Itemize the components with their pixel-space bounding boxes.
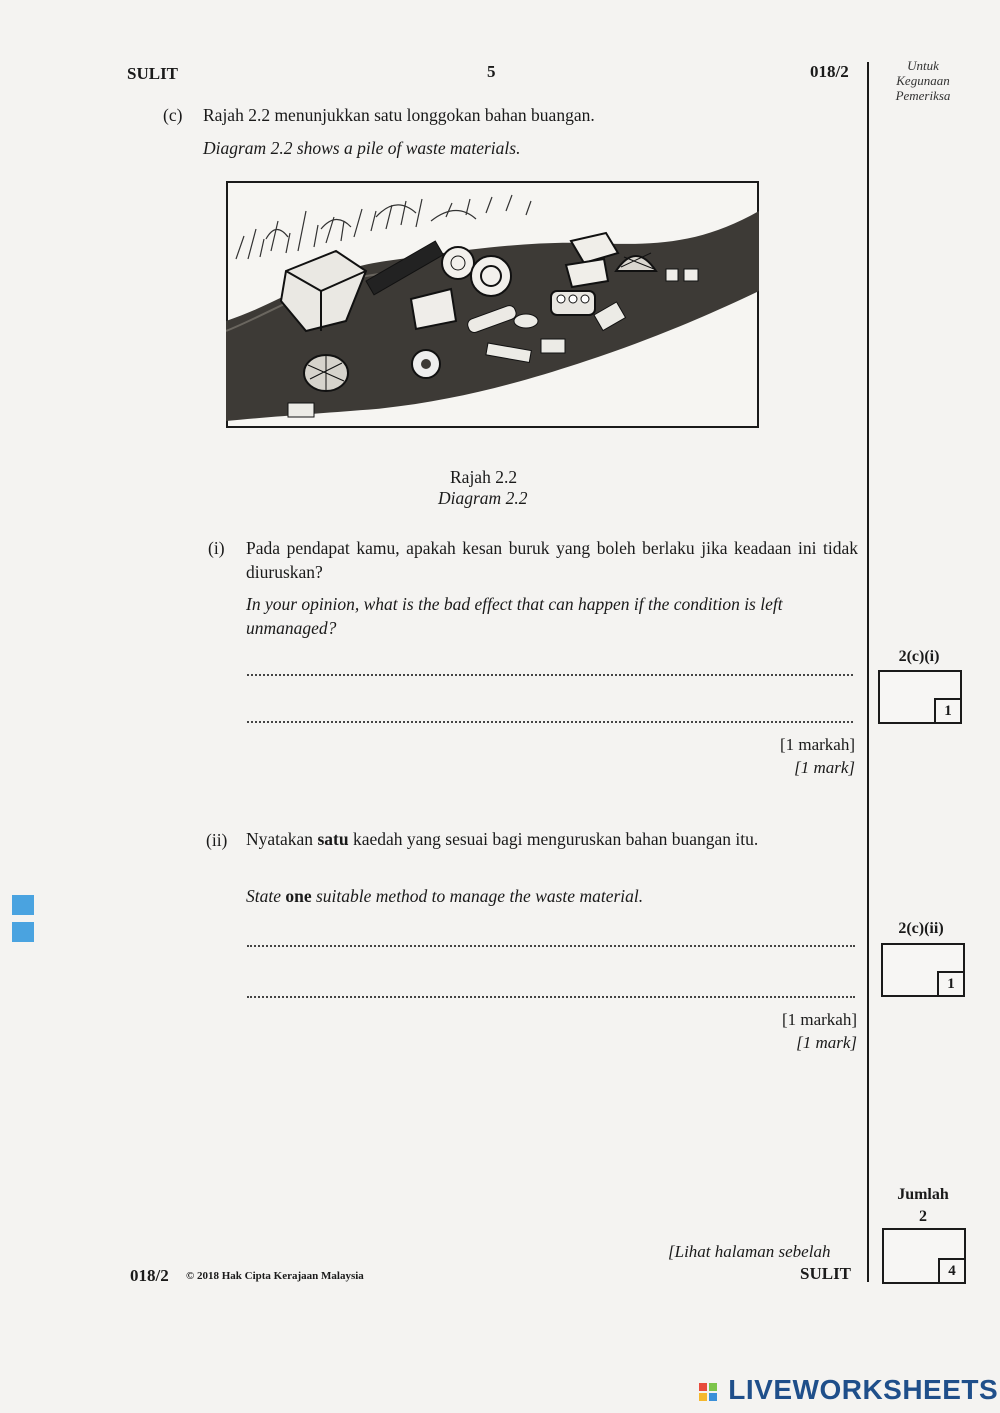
liveworksheets-logo-mark xyxy=(698,1382,720,1402)
side-tab-upper[interactable] xyxy=(12,895,34,915)
diagram-caption-en: Diagram 2.2 xyxy=(438,488,528,508)
part-ii-text-bm-pre: Nyatakan xyxy=(246,829,318,849)
part-i-mark-en: [1 mark] xyxy=(794,758,855,777)
part-ii-text-en-pre: State xyxy=(246,886,286,906)
total-question-number: 2 xyxy=(919,1208,927,1225)
part-i-max-mark: 1 xyxy=(934,698,962,724)
part-ii-text-en-post: suitable method to manage the waste material. xyxy=(311,886,644,906)
part-ii-text-bm-bold: satu xyxy=(317,829,349,849)
page-number: 5 xyxy=(487,62,496,81)
examiner-note-line2: Kegunaan xyxy=(896,73,950,88)
part-ii-mark-bm: [1 markah] xyxy=(781,1010,857,1029)
footer-sulit: SULIT xyxy=(800,1264,852,1283)
part-i-text-en: In your opinion, what is the bad effect that can happen if the condition is left unmanaged? xyxy=(246,594,783,638)
footer-code: 018/2 xyxy=(130,1266,169,1285)
part-i-mark-bm: [1 markah] xyxy=(779,735,855,754)
liveworksheets-logo-text: LIVEWORKSHEETS xyxy=(728,1374,999,1405)
question-c-label: (c) xyxy=(163,105,183,125)
header-sulit: SULIT xyxy=(127,64,179,83)
part-ii-text-bm-post: kaedah yang sesuai bagi menguruskan bahan buangan itu. xyxy=(348,829,759,849)
part-ii-mark-box[interactable] xyxy=(881,943,965,997)
part-ii-text-en-bold: one xyxy=(285,886,312,906)
answer-line-i-1[interactable] xyxy=(247,674,853,676)
total-max-mark: 4 xyxy=(938,1258,966,1284)
question-c-text-en: Diagram 2.2 shows a pile of waste materials. xyxy=(203,138,521,158)
liveworksheets-logo xyxy=(698,1374,998,1406)
answer-line-ii-1[interactable] xyxy=(247,945,855,947)
footer-next-page: [Lihat halaman sebelah xyxy=(668,1242,831,1261)
waste-pile-illustration xyxy=(226,181,759,428)
paper-code: 018/2 xyxy=(810,62,849,81)
part-ii-max-mark: 1 xyxy=(937,971,965,997)
part-ii-mark-en: [1 mark] xyxy=(796,1033,857,1052)
side-tab-lower[interactable] xyxy=(12,922,34,942)
footer-copyright: © 2018 Hak Cipta Kerajaan Malaysia xyxy=(186,1270,364,1282)
total-label: Jumlah xyxy=(897,1186,949,1203)
part-ii-text-en xyxy=(246,884,858,908)
part-i-text-bm: Pada pendapat kamu, apakah kesan buruk yang boleh berlaku jika keadaan ini tidak diuruskan? xyxy=(246,538,858,582)
part-i-label: (i) xyxy=(208,538,225,558)
examiner-note xyxy=(882,58,964,103)
part-ii-box-label: 2(c)(ii) xyxy=(898,920,944,937)
margin-rule xyxy=(867,62,869,1282)
part-ii-label: (ii) xyxy=(206,830,228,850)
answer-line-i-2[interactable] xyxy=(247,721,853,723)
answer-line-ii-2[interactable] xyxy=(247,996,855,998)
part-ii-text-bm xyxy=(246,827,858,851)
total-mark-box[interactable] xyxy=(882,1228,966,1284)
diagram-caption-bm: Rajah 2.2 xyxy=(450,467,518,487)
part-i-mark-box[interactable] xyxy=(878,670,962,724)
waste-pile-diagram xyxy=(226,181,759,428)
examiner-note-line3: Pemeriksa xyxy=(895,88,951,103)
examiner-note-line1: Untuk xyxy=(907,58,939,73)
part-i-box-label: 2(c)(i) xyxy=(898,648,940,665)
question-c-text-bm: Rajah 2.2 menunjukkan satu longgokan bahan buangan. xyxy=(203,105,595,125)
